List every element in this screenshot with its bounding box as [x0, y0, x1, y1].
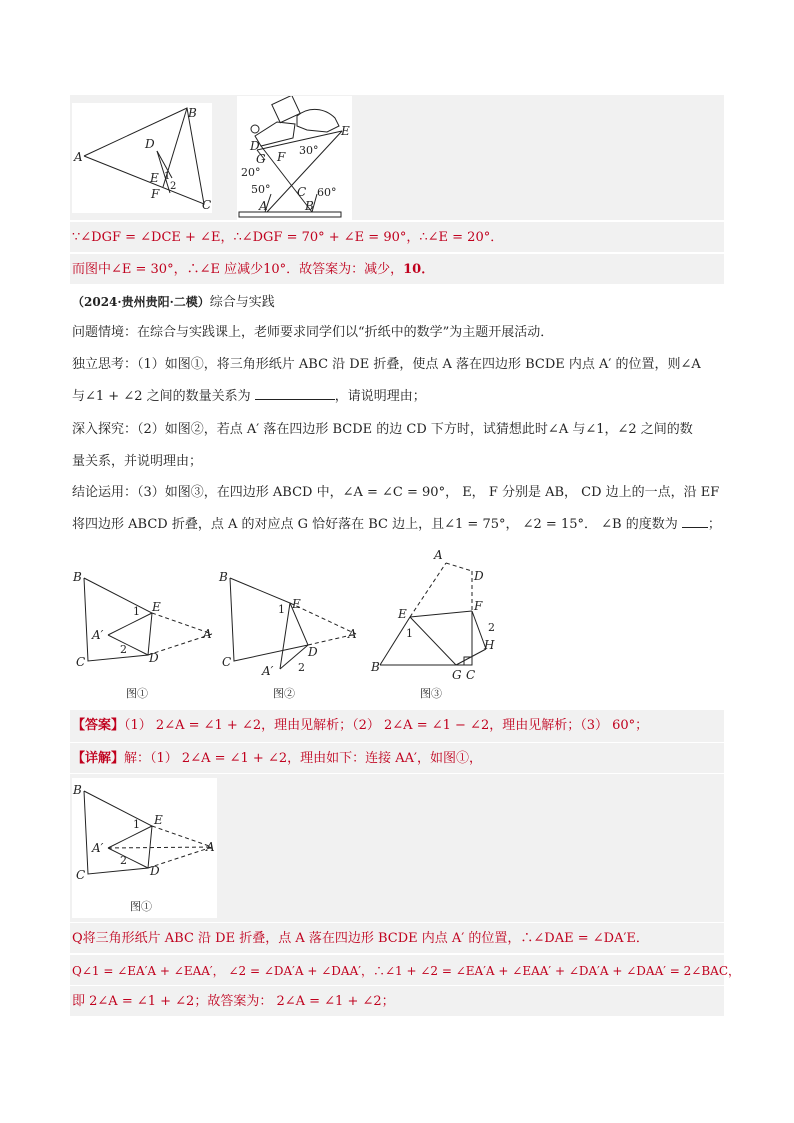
- fig3-label-e: E: [398, 607, 407, 621]
- figure-3: [368, 545, 508, 705]
- fig3-label-a: A: [434, 548, 443, 562]
- fig3-label-c: C: [466, 668, 476, 682]
- question-2-line-a: 深入探究：（2）如图②，若点 A′ 落在四边形 BCDE 的边 CD 下方时，试猜想此时∠A 与∠1，∠2 之间的数: [72, 422, 693, 437]
- detail-fig-label-e: E: [154, 813, 163, 827]
- tri-label-2: 2: [170, 181, 177, 192]
- detail-fig-label-1: 1: [133, 818, 140, 831]
- scene-label-e: E: [341, 124, 350, 138]
- scene-label-d: D: [250, 139, 260, 153]
- solution-step-1: Q将三角形纸片 ABC 沿 DE 折叠，点 A 落在四边形 BCDE 内点 A′ 的位置，∴∠DAE = ∠DA′E．: [72, 931, 649, 946]
- triangle-figure: [72, 103, 212, 213]
- solution-step-2: Q∠1 = ∠EA′A + ∠EAA′， ∠2 = ∠DA′A + ∠DAA′，∴∠1 + ∠2 = ∠EA′A + ∠EAA′ + ∠DA′A + ∠DAA′ = 2∠BAC，: [72, 964, 741, 978]
- question-1-line-a: 独立思考：（1）如图①，将三角形纸片 ABC 沿 DE 折叠，使点 A 落在四边形 BCDE 内点 A′ 的位置，则∠A: [72, 357, 701, 372]
- fig2-label-a-prime: A′: [262, 664, 274, 678]
- fig3-label-1: 1: [406, 627, 413, 640]
- scene-label-a: A: [259, 199, 268, 213]
- scene-label-c: C: [297, 185, 307, 199]
- fig1-caption: 图①: [126, 687, 148, 700]
- question-1-text: 与∠1 + ∠2 之间的数量关系为: [72, 389, 251, 404]
- answer-blank-3: [682, 515, 708, 528]
- fig2-caption: 图②: [273, 687, 295, 700]
- tri-label-f: F: [151, 187, 160, 201]
- scene-angle-30: 30°: [299, 144, 319, 157]
- answer-tag: 【答案】: [72, 718, 125, 733]
- tri-label-b: B: [188, 106, 197, 120]
- tri-label-1: 1: [164, 171, 171, 182]
- question-1-tail: ，请说明理由；: [334, 389, 426, 404]
- fig3-label-d: D: [474, 569, 484, 583]
- scene-angle-60: 60°: [317, 186, 337, 199]
- fig2-label-1: 1: [278, 603, 285, 616]
- question-3-line-a: 结论运用：（3）如图③，在四边形 ABCD 中，∠A = ∠C = 90°， E， F 分别是 AB， CD 边上的一点，沿 EF: [72, 485, 720, 500]
- scene-angle-20: 20°: [241, 166, 261, 179]
- answer-line: [72, 716, 648, 736]
- fig1-label-a-prime: A′: [92, 628, 104, 642]
- question-3-tail: ；: [707, 517, 721, 532]
- fig2-label-c: C: [222, 655, 232, 669]
- detail-figure: [72, 778, 217, 918]
- fig3-label-h: H: [484, 638, 495, 652]
- detail-text: 解：（1） 2∠A = ∠1 + ∠2，理由如下：连接 AA′，如图①，: [124, 751, 482, 766]
- fig2-label-2: 2: [298, 661, 305, 674]
- detail-fig-label-a: A: [206, 840, 215, 854]
- source-tag: （2024·贵州贵阳·二模）: [72, 295, 210, 309]
- solution-step-3: 即 2∠A = ∠1 + ∠2；故答案为： 2∠A = ∠1 + ∠2；: [72, 994, 395, 1009]
- problem-scene: 问题情境：在综合与实践课上，老师要求同学们以“折纸中的数学”为主题开展活动．: [72, 325, 554, 340]
- fig1-label-a: A: [203, 627, 212, 641]
- fig3-caption: 图③: [420, 687, 442, 700]
- reading-scene-figure: [237, 96, 352, 220]
- figure-1: [72, 565, 222, 705]
- fig3-label-2: 2: [488, 621, 495, 634]
- detail-fig-label-2: 2: [120, 854, 127, 867]
- detail-fig-caption: 图①: [130, 900, 152, 913]
- scene-label-b: B: [305, 199, 314, 213]
- fig1-label-d: D: [149, 651, 159, 665]
- fig2-label-a: A: [348, 627, 357, 641]
- solution-line-2: [72, 260, 434, 280]
- answer-text: （1） 2∠A = ∠1 + ∠2，理由见解析；（2） 2∠A = ∠1 − ∠2，理由见解析；（3） 60°；: [124, 718, 649, 733]
- solution-line-1: ∵∠DGF = ∠DCE + ∠E，∴∠DGF = 70° + ∠E = 90°，∴∠E = 20°．: [72, 230, 504, 245]
- problem-source: [72, 292, 275, 313]
- fig2-label-b: B: [219, 570, 228, 584]
- detail-line: [72, 749, 482, 769]
- source-text: 综合与实践: [209, 295, 275, 310]
- scene-label-f: F: [277, 150, 286, 164]
- fig1-label-c: C: [76, 655, 86, 669]
- fig1-label-1: 1: [133, 605, 140, 618]
- detail-fig-label-a-prime: A′: [92, 841, 104, 855]
- fig3-label-g: G: [452, 668, 462, 682]
- fig1-label-2: 2: [120, 643, 127, 656]
- fig2-label-e: E: [292, 597, 301, 611]
- detail-fig-label-b: B: [73, 783, 82, 797]
- fig3-label-b: B: [371, 660, 380, 674]
- detail-tag: 【详解】: [72, 751, 125, 766]
- question-1-line-b: [72, 387, 426, 407]
- solution-line-2-text: 而图中∠E = 30°，∴∠E 应减少10°．故答案为：减少，: [72, 262, 404, 277]
- figure-2: [218, 565, 368, 705]
- scene-label-g: G: [256, 152, 266, 166]
- fig2-label-d: D: [308, 645, 318, 659]
- detail-fig-label-d: D: [150, 864, 160, 878]
- question-3-text: 将四边形 ABCD 折叠，点 A 的对应点 G 恰好落在 BC 边上，且∠1 = 75°， ∠2 = 15°． ∠B 的度数为: [72, 517, 678, 532]
- tri-label-d: D: [145, 137, 155, 151]
- fig3-label-f: F: [474, 599, 483, 613]
- answer-blank-1: [255, 387, 335, 400]
- scene-angle-50: 50°: [251, 183, 271, 196]
- solution-line-2-answer: 10．: [403, 262, 435, 277]
- fig1-label-b: B: [73, 570, 82, 584]
- question-3-line-b: [72, 515, 721, 535]
- fig1-label-e: E: [152, 600, 161, 614]
- detail-fig-label-c: C: [76, 868, 86, 882]
- tri-label-a: A: [74, 150, 83, 164]
- question-2-line-b: 量关系，并说明理由；: [72, 454, 203, 469]
- tri-label-c: C: [202, 198, 212, 212]
- tri-label-e: E: [150, 171, 159, 185]
